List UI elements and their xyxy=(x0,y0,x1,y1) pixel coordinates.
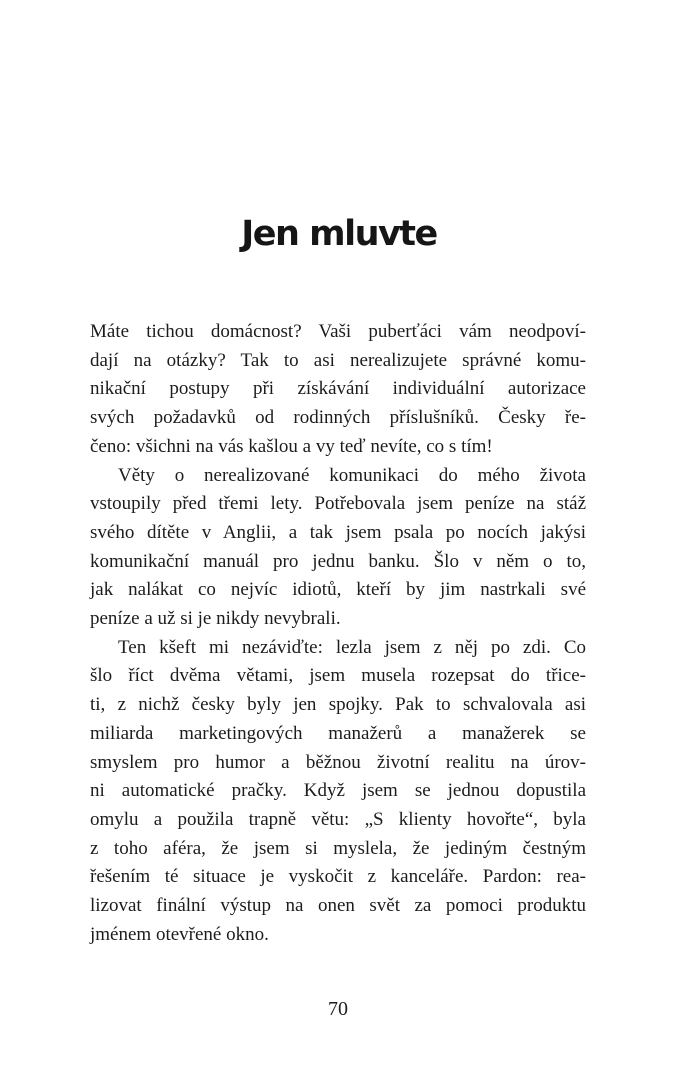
text-line: miliarda marketingových manažerů a manažerek se xyxy=(90,722,586,744)
text-line: svého dítěte v Anglii, a tak jsem psala po nocích jakýsi xyxy=(90,521,586,543)
text-line: peníze a už si je nikdy nevybrali. xyxy=(90,608,341,630)
text-line: nikační postupy při získávání individuální autorizace xyxy=(90,378,586,400)
page-number: 70 xyxy=(328,998,348,1020)
text-line: smyslem pro humor a běžnou životní realitu na úrov- xyxy=(90,751,586,773)
text-line: jménem otevřené okno. xyxy=(90,923,269,945)
text-line: vstoupily před třemi lety. Potřebovala jsem peníze na stáž xyxy=(90,493,586,515)
text-line: jak nalákat co nejvíc idiotů, kteří by jim nastrkali své xyxy=(90,579,586,601)
text-line: ni automatické pračky. Když jsem se jednou dopustila xyxy=(90,780,586,802)
text-line: Ten kšeft mi nezáviďte: lezla jsem z něj po zdi. Co xyxy=(118,636,586,658)
text-line: řešením té situace je vyskočit z kanceláře. Pardon: rea- xyxy=(90,866,586,888)
text-line: svých požadavků od rodinných příslušníků. Česky ře- xyxy=(90,407,586,429)
text-line: lizovat finální výstup na onen svět za pomoci produktu xyxy=(90,895,586,917)
text-line: ti, z nichž česky byly jen spojky. Pak to schvalovala asi xyxy=(90,694,586,716)
text-line: komunikační manuál pro jednu banku. Šlo v něm o to, xyxy=(90,550,586,572)
text-line: čeno: všichni na vás kašlou a vy teď nevíte, co s tím! xyxy=(90,435,493,457)
text-line: dají na otázky? Tak to asi nerealizujete správné komu- xyxy=(90,349,586,371)
paragraph xyxy=(90,634,586,950)
text-line: z toho aféra, že jsem si myslela, že jediným čestným xyxy=(90,837,586,859)
text-line: omylu a použila trapně větu: „S klienty hovořte“, byla xyxy=(90,808,586,830)
paragraph xyxy=(90,318,586,462)
text-line: Máte tichou domácnost? Vaši puberťáci vám neodpoví- xyxy=(90,321,586,342)
paragraph xyxy=(90,462,586,634)
body-text xyxy=(90,318,586,949)
chapter-title: Jen mluvte xyxy=(241,214,437,254)
text-line: Věty o nerealizované komunikaci do mého života xyxy=(118,464,586,486)
text-line: šlo říct dvěma větami, jsem musela rozepsat do třice- xyxy=(90,665,586,687)
